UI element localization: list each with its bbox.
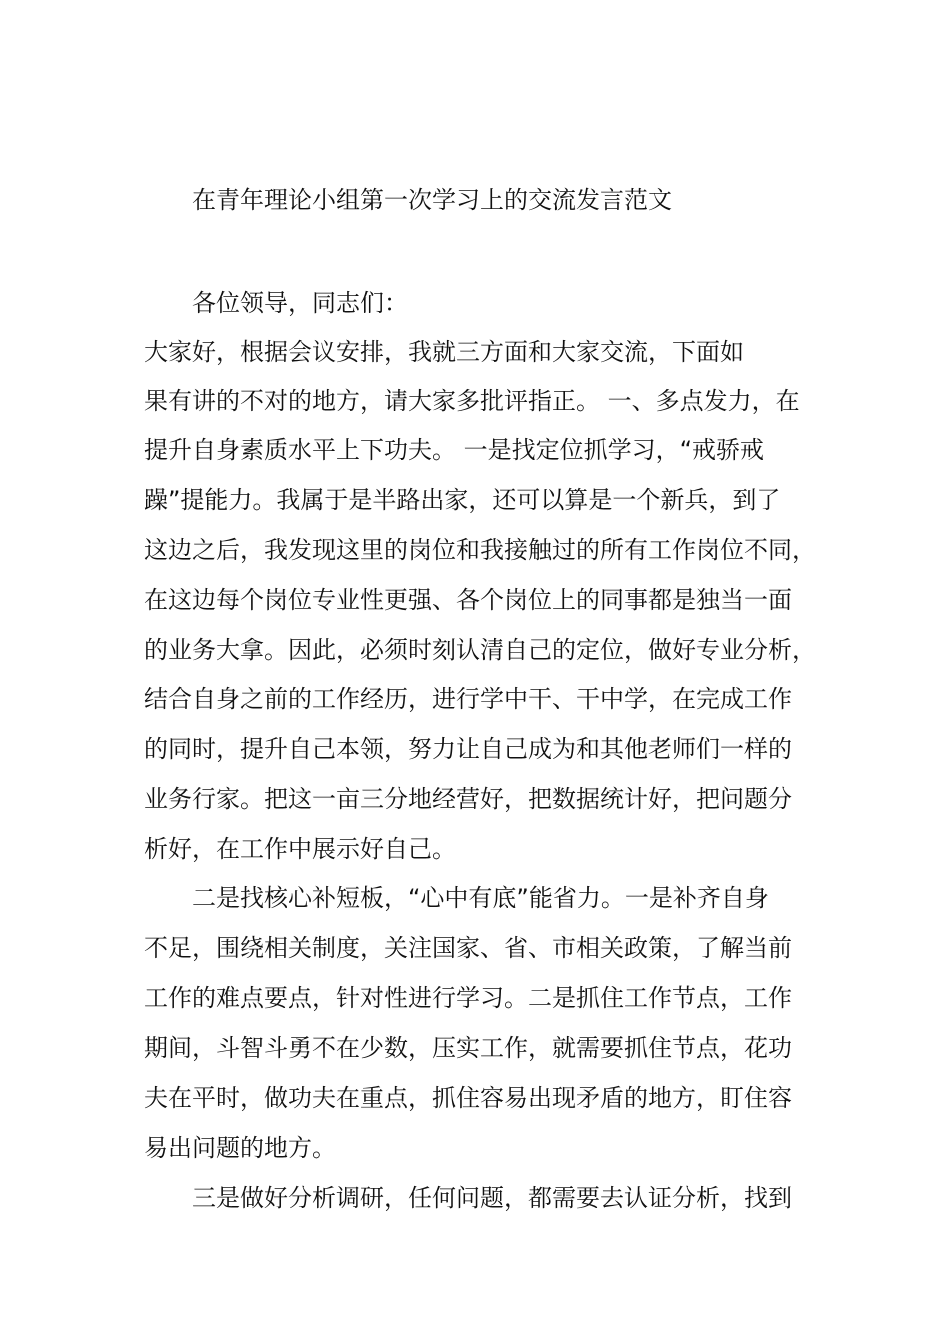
body-line: 工作的难点要点，针对性进行学习。二是抓住工作节点，工作 [144, 984, 792, 1012]
body-line: 不足，围绕相关制度，关注国家、省、市相关政策，了解当前 [144, 934, 792, 962]
paragraph-start-line: 三是做好分析调研，任何问题，都需要去认证分析，找到 [192, 1184, 792, 1212]
body-line: 夫在平时，做功夫在重点，抓住容易出现矛盾的地方，盯住容 [144, 1084, 792, 1112]
body-line: 析好，在工作中展示好自己。 [144, 835, 456, 863]
salutation-line: 各位领导，同志们： [192, 289, 408, 317]
body-line: 大家好，根据会议安排，我就三方面和大家交流，下面如 [144, 338, 744, 366]
body-line: 结合自身之前的工作经历，进行学中干、干中学，在完成工作 [144, 685, 792, 713]
body-line: 的业务大拿。因此，必须时刻认清自己的定位，做好专业分析， [144, 636, 816, 664]
body-line: 易出问题的地方。 [144, 1134, 336, 1162]
body-line: 在这边每个岗位专业性更强、各个岗位上的同事都是独当一面 [144, 586, 792, 614]
paragraph-start-line: 二是找核心补短板，“心中有底”能省力。一是补齐自身 [192, 884, 769, 912]
body-line: 的同时，提升自己本领，努力让自己成为和其他老师们一样的 [144, 735, 792, 763]
body-line: 果有讲的不对的地方，请大家多批评指正。 一、多点发力，在 [144, 387, 800, 415]
body-line: 期间，斗智斗勇不在少数，压实工作，就需要抓住节点，花功 [144, 1034, 792, 1062]
document-title: 在青年理论小组第一次学习上的交流发言范文 [192, 186, 672, 214]
body-line: 提升自身素质水平上下功夫。 一是找定位抓学习，“戒骄戒 [144, 436, 765, 464]
body-line: 这边之后，我发现这里的岗位和我接触过的所有工作岗位不同， [144, 536, 816, 564]
body-line: 躁”提能力。我属于是半路出家，还可以算是一个新兵，到了 [144, 486, 781, 514]
body-line: 业务行家。把这一亩三分地经营好，把数据统计好，把问题分 [144, 785, 792, 813]
